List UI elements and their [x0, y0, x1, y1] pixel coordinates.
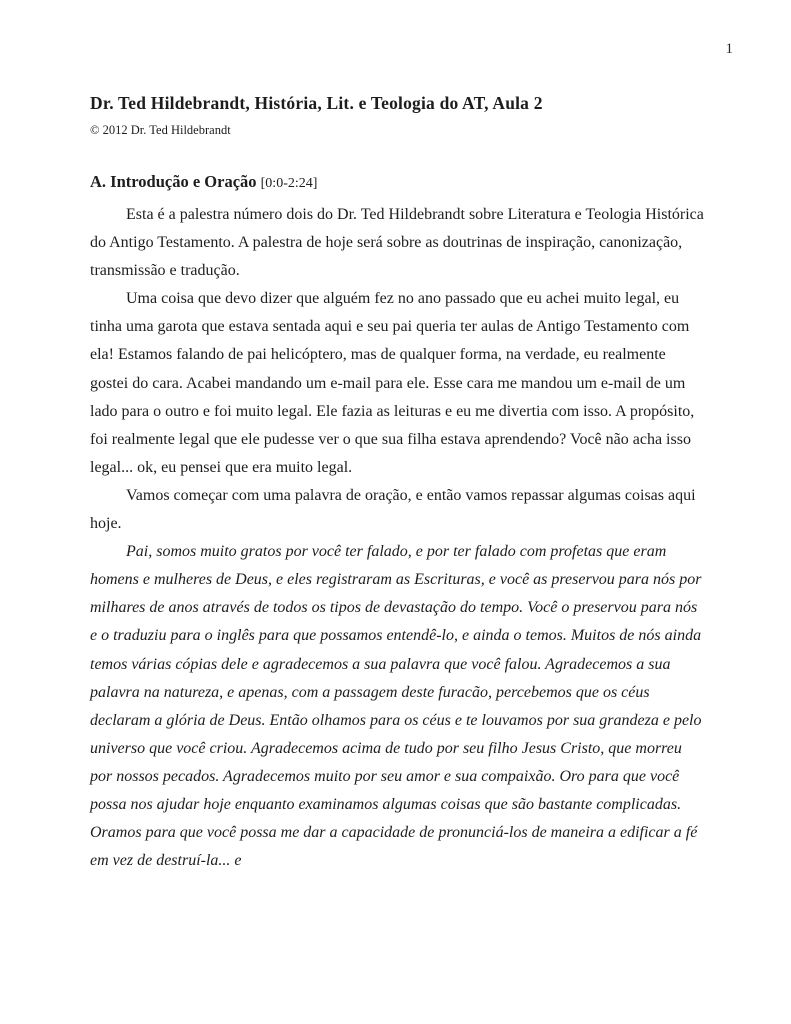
copyright-line: © 2012 Dr. Ted Hildebrandt [90, 123, 231, 137]
page-content [90, 0, 704, 875]
body-paragraph: Uma coisa que devo dizer que alguém fez no ano passado que eu achei muito legal, eu tinha uma garota que estava sentada aqui e seu pai queria ter aulas de Antigo Testamento com ela! Estamos falando de pai helicóptero, mas de qualquer forma, na verdade, eu realmente gostei do cara. Acabei mandando um e-mail para ele. Esse cara me mandou um e-mail de um lado para o outro e foi muito legal. Ele fazia as leituras e eu me divertia com isso. A propósito, foi realmente legal que ele pudesse ver o que sua filha estava aprendendo? Você não acha isso legal... ok, eu pensei que era muito legal. [90, 290, 695, 476]
body-paragraph: Esta é a palestra número dois do Dr. Ted Hildebrandt sobre Literatura e Teologia Histórica do Antigo Testamento. A palestra de hoje será sobre as doutrinas de inspiração, canonização, transmissão e tradução. [90, 206, 704, 280]
page-number: 1 [725, 41, 733, 57]
document-title: Dr. Ted Hildebrandt, História, Lit. e Teologia do AT, Aula 2 [90, 93, 543, 113]
section-timecode: [0:0-2:24] [260, 176, 318, 191]
section-heading-label: A. Introdução e Oração [90, 172, 257, 191]
prayer-paragraph: Pai, somos muito gratos por você ter falado, e por ter falado com profetas que eram homens e mulheres de Deus, e eles registraram as Escrituras, e você as preservou para nós por milhares de anos através de todos os tipos de devastação do tempo. Você o preservou para nós e o traduziu para o inglês para que possamos entendê-lo, e ainda o temos. Muitos de nós ainda temos várias cópias dele e agradecemos a sua palavra que você falou. Agradecemos a sua palavra na natureza, e apenas, com a passagem deste furacão, percebemos que os céus declaram a glória de Deus. Então olhamos para os céus e te louvamos por sua grandeza e pelo universo que você criou. Agradecemos acima de tudo por seu filho Jesus Cristo, que morreu por nossos pecados. Agradecemos muito por seu amor e sua compaixão. Oro para que você possa nos ajudar hoje enquanto examinamos algumas coisas que são bastante complicadas. Oramos para que você possa me dar a capacidade de pronunciá-los de maneira a edificar a fé em vez de destruí-la... e [90, 543, 702, 870]
body-paragraph: Vamos começar com uma palavra de oração, e então vamos repassar algumas coisas aqui hoje. [90, 486, 696, 533]
body-text [90, 201, 704, 875]
section-heading [90, 172, 704, 194]
